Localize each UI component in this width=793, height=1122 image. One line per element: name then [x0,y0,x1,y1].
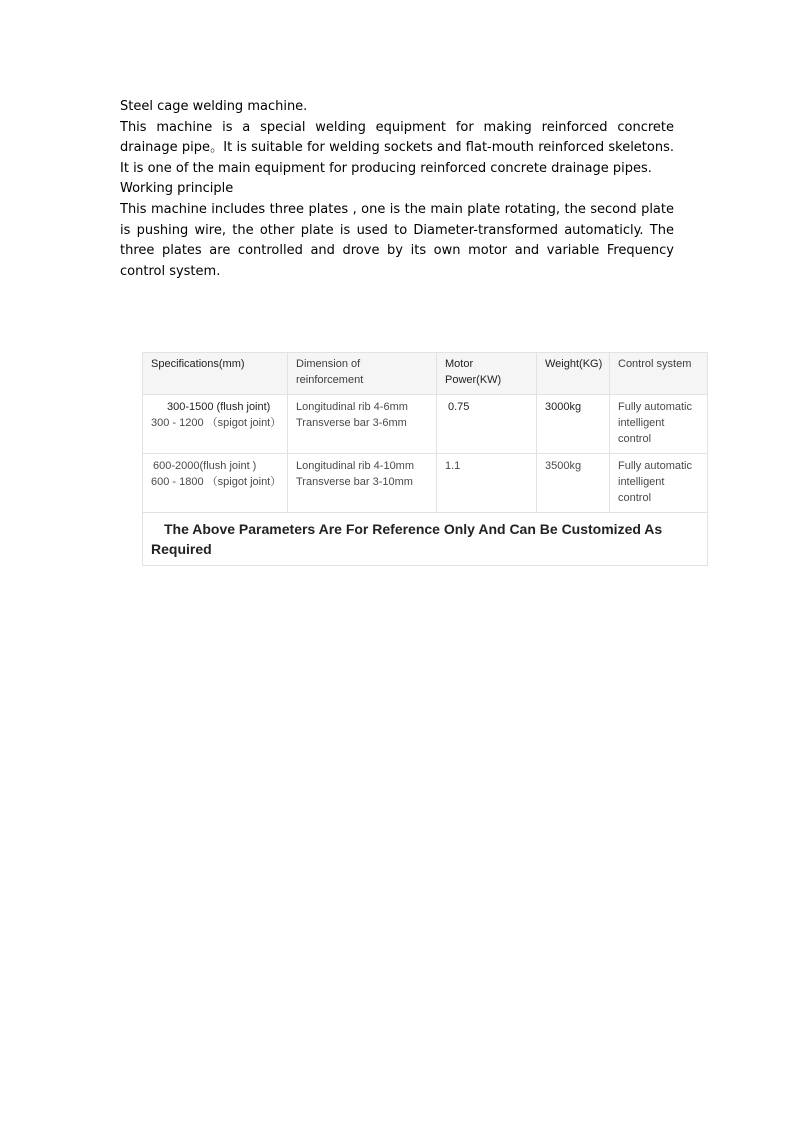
spec-spigot-joint: 600 - 1800 （spigot joint） [151,476,282,488]
spec-table [142,352,708,566]
working-principle-paragraph: This machine includes three plates , one is the main plate rotating, the second plate is pushing wire, the other plate is used to Diameter-transformed automaticly. The three plates are controlled and drove by its own motor and variable Frequency control system. [120,201,674,279]
intro-paragraph: This machine is a special welding equipment for making reinforced concrete drainage pipe。It is suitable for welding sockets and flat-mouth reinforced skeletons. It is one of the main equipment for producing reinforced concrete drainage pipes. [120,119,674,176]
header-control-system: Control system [610,353,708,395]
table-row [143,454,708,513]
transverse-bar: Transverse bar 3-6mm [296,417,407,429]
product-description [120,97,674,282]
motor-power-cell [437,395,537,454]
control-system-cell: Fully automatic intelligent control [610,454,708,513]
weight-cell [537,395,610,454]
spec-flush-joint: 300-1500 (flush joint) [167,401,271,413]
header-weight: Weight(KG) [537,353,610,395]
spec-cell [143,454,288,513]
spec-table-header-row [143,353,708,395]
spec-table-container [142,352,707,566]
reference-note: The Above Parameters Are For Reference Only And Can Be Customized As Required [151,521,663,557]
header-motor-power: Motor Power(KW) [437,353,537,395]
weight-cell [537,454,610,513]
dimension-cell [288,395,437,454]
header-specifications: Specifications(mm) [143,353,288,395]
weight-value: 3500kg [545,460,582,472]
table-row [143,395,708,454]
motor-power-value: 1.1 [445,460,461,472]
working-principle-heading: Working principle [120,181,234,197]
spec-spigot-joint: 300 - 1200 （spigot joint） [151,417,282,429]
weight-value: 3000kg [545,401,582,413]
note-row [143,513,708,566]
motor-power-value: 0.75 [448,401,470,413]
motor-power-cell [437,454,537,513]
longitudinal-rib: Longitudinal rib 4-6mm [296,401,408,413]
longitudinal-rib: Longitudinal rib 4-10mm [296,460,415,472]
dimension-cell [288,454,437,513]
spec-cell [143,395,288,454]
control-system-cell: Fully automatic intelligent control [610,395,708,454]
spec-flush-joint: 600-2000(flush joint ) [153,460,257,472]
product-title: Steel cage welding machine. [120,99,308,114]
transverse-bar: Transverse bar 3-10mm [296,476,413,488]
note-cell [143,513,708,566]
header-dimension: Dimension of reinforcement [288,353,437,395]
